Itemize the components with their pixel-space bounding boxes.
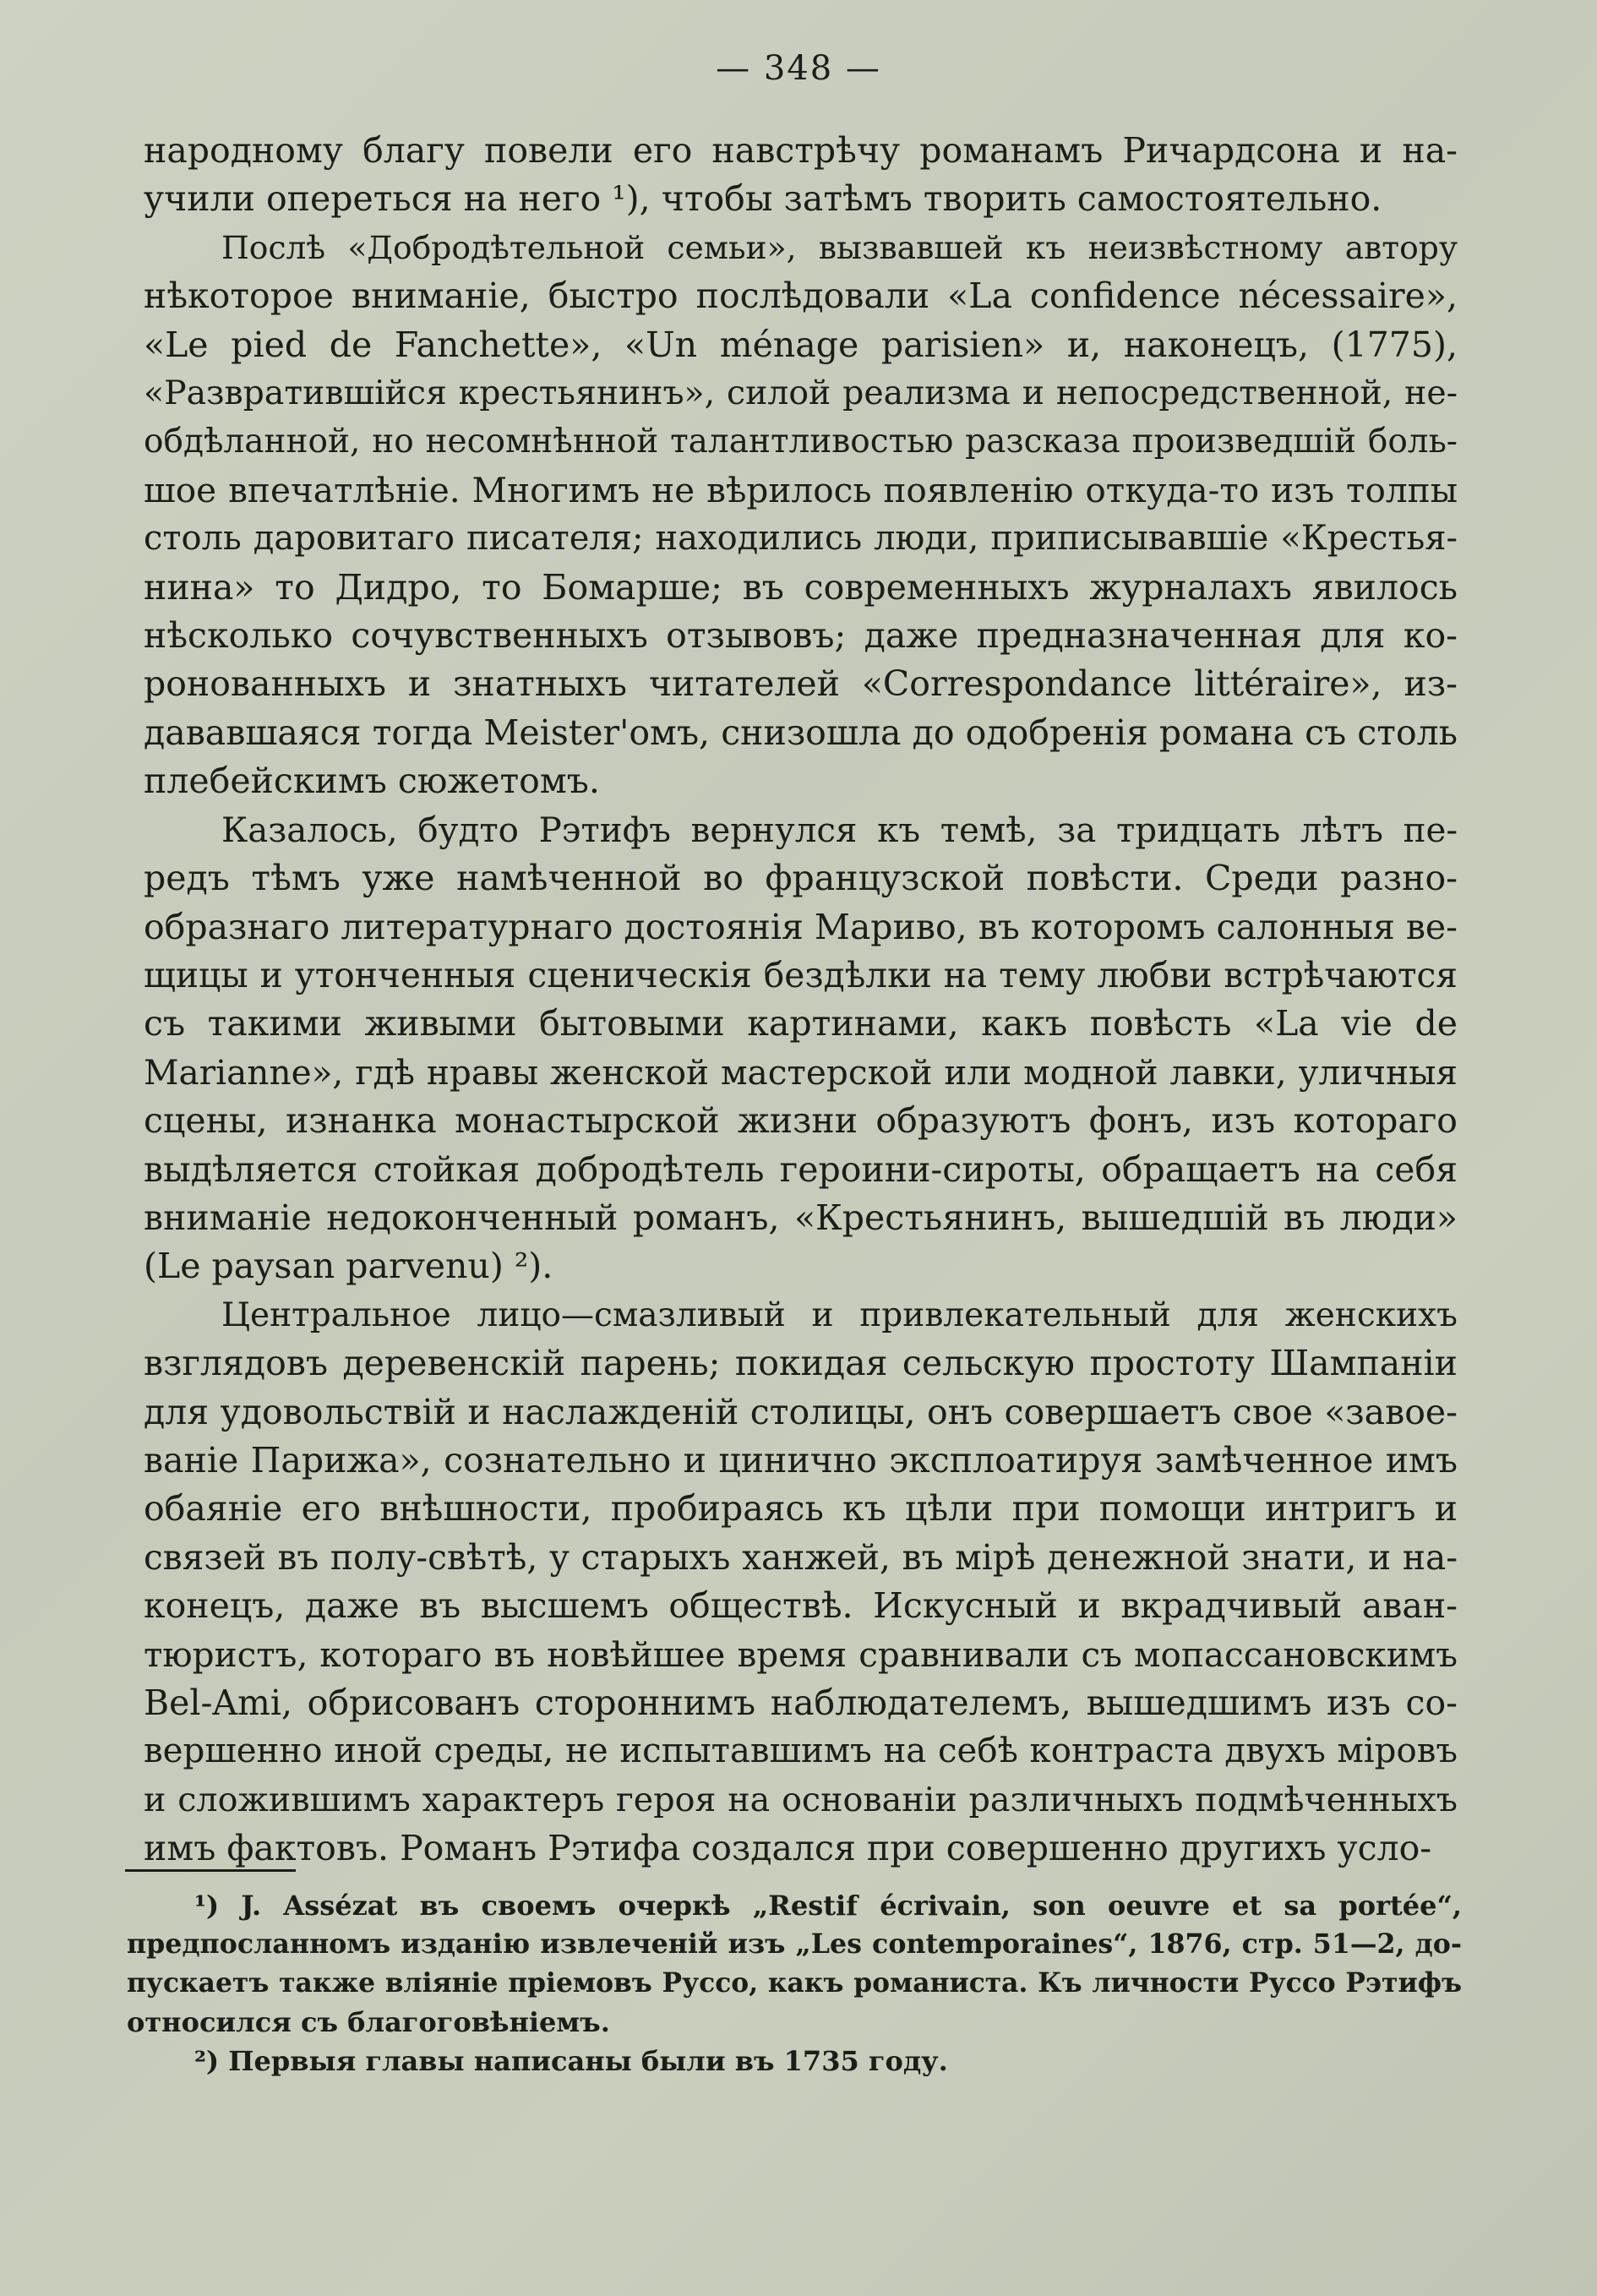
text-line: взглядовъ деревенскій парень; покидая сельскую простоту Шампаніи (144, 1343, 1458, 1384)
text-line: (Le paysan parvenu) ²). (144, 1246, 553, 1287)
text-line: Bel-Ami, обрисованъ стороннимъ наблюдателемъ, вышедшимъ изъ со- (144, 1682, 1458, 1723)
text-line: нѣсколько сочувственныхъ отзывовъ; даже предназначенная для ко- (144, 615, 1458, 657)
text-line: нѣкоторое вниманіе, быстро послѣдовали «La confidence nécessaire», (144, 275, 1458, 317)
footnote-line: ¹) J. Assézat въ своемъ очеркѣ „Restif écrivain, son oeuvre et sa portée“, (194, 1890, 1462, 1922)
text-line: обдѣланной, но несомнѣнной талантливостью разсказа произведшій боль- (144, 423, 1458, 461)
footnotes (127, 1886, 1462, 2081)
footnote-line: относился съ благоговѣніемъ. (127, 2006, 610, 2038)
text-line: щицы и утонченныя сценическія бездѣлки на тему любви встрѣчаются (144, 954, 1458, 995)
paragraph (144, 127, 1458, 224)
footnote-separator (125, 1869, 296, 1872)
footnote (127, 1886, 1462, 2042)
text-line: редъ тѣмъ уже намѣченной во французской повѣсти. Среди разно- (144, 858, 1458, 899)
text-line: съ такими живыми бытовыми картинами, какъ повѣсть «La vie de (144, 1003, 1458, 1044)
text-line: плебейскимъ сюжетомъ. (144, 761, 600, 802)
text-line: конецъ, даже въ высшемъ обществѣ. Искусный и вкрадчивый аван- (144, 1585, 1458, 1627)
footnote-line: предпосланномъ изданію извлеченій изъ „Les contemporaines“, 1876, стр. 51—2, до- (127, 1928, 1462, 1960)
text-line: учили опереться на него ¹), чтобы затѣмъ творить самостоятельно. (144, 178, 1382, 220)
text-line: образнаго литературнаго достоянія Мариво, въ которомъ салонныя ве- (144, 906, 1458, 947)
paragraph (144, 806, 1458, 1291)
text-line: ронованныхъ и знатныхъ читателей «Correspondance littéraire», из- (144, 663, 1458, 705)
text-line: выдѣляется стойкая добродѣтель героини-сироты, обращаетъ на себя (144, 1148, 1458, 1190)
text-line: имъ фактовъ. Романъ Рэтифа создался при совершенно другихъ усло- (144, 1828, 1432, 1869)
paragraph (144, 224, 1458, 806)
text-line: обаяніе его внѣшности, пробираясь къ цѣли при помощи интригъ и (144, 1488, 1458, 1530)
text-line: «Развратившійся крестьянинъ», силой реализма и непосредственной, не- (144, 374, 1458, 413)
text-line: «Le pied de Fanchette», «Un ménage parisien» и, наконецъ, (1775), (144, 324, 1458, 365)
text-line: ваніе Парижа», сознательно и цинично эксплоатируя замѣченное имъ (144, 1439, 1458, 1481)
text-line: Центральное лицо—смазливый и привлекательный для женскихъ (221, 1295, 1458, 1334)
text-line: и сложившимъ характеръ героя на основаніи различныхъ подмѣченныхъ (144, 1780, 1458, 1819)
paragraph (144, 1291, 1458, 1873)
page-number: — 348 — (716, 49, 881, 88)
footnote-line: ²) Первыя главы написаны были въ 1735 году. (194, 2045, 948, 2077)
text-line: Послѣ «Добродѣтельной семьи», вызвавшей къ неизвѣстному автору (221, 228, 1458, 266)
text-line: нина» то Дидро, то Бомарше; въ современныхъ журналахъ явилось (144, 566, 1458, 608)
footnote (127, 2042, 1462, 2081)
text-line: вершенно иной среды, не испытавшимъ на себѣ контраста двухъ міровъ (144, 1732, 1458, 1771)
text-line: народному благу повели его навстрѣчу романамъ Ричардсона и на- (144, 130, 1458, 171)
text-line: для удовольствій и наслажденій столицы, онъ совершаетъ свое «завое- (144, 1391, 1458, 1432)
text-line: Казалось, будто Рэтифъ вернулся къ темѣ, за тридцать лѣтъ пе- (221, 810, 1458, 850)
text-line: тюристъ, котораго въ новѣйшее время сравнивали съ мопассановскимъ (144, 1633, 1458, 1675)
text-line: связей въ полу-свѣтѣ, у старыхъ ханжей, въ мірѣ денежной знати, и на- (144, 1536, 1458, 1578)
text-line: сцены, изнанка монастырской жизни образуютъ фонъ, изъ котораго (144, 1100, 1458, 1142)
text-line: Marianne», гдѣ нравы женской мастерской или модной лавки, уличныя (144, 1051, 1458, 1093)
body-text (144, 127, 1458, 1873)
text-line: дававшаяся тогда Meister'омъ, снизошла до одобренія романа съ столь (144, 712, 1458, 753)
text-line: шое впечатлѣніе. Многимъ не вѣрилось появленію откуда-то изъ толпы (144, 469, 1458, 510)
footnote-line: пускаетъ также вліяніе пріемовъ Руссо, какъ романиста. Къ личности Руссо Рэтифъ (127, 1968, 1462, 1999)
text-line: вниманіе недоконченный романъ, «Крестьянинъ, вышедшій въ люди» (144, 1197, 1458, 1238)
text-line: столь даровитаго писателя; находились люди, приписывавшіе «Крестья- (144, 519, 1458, 559)
